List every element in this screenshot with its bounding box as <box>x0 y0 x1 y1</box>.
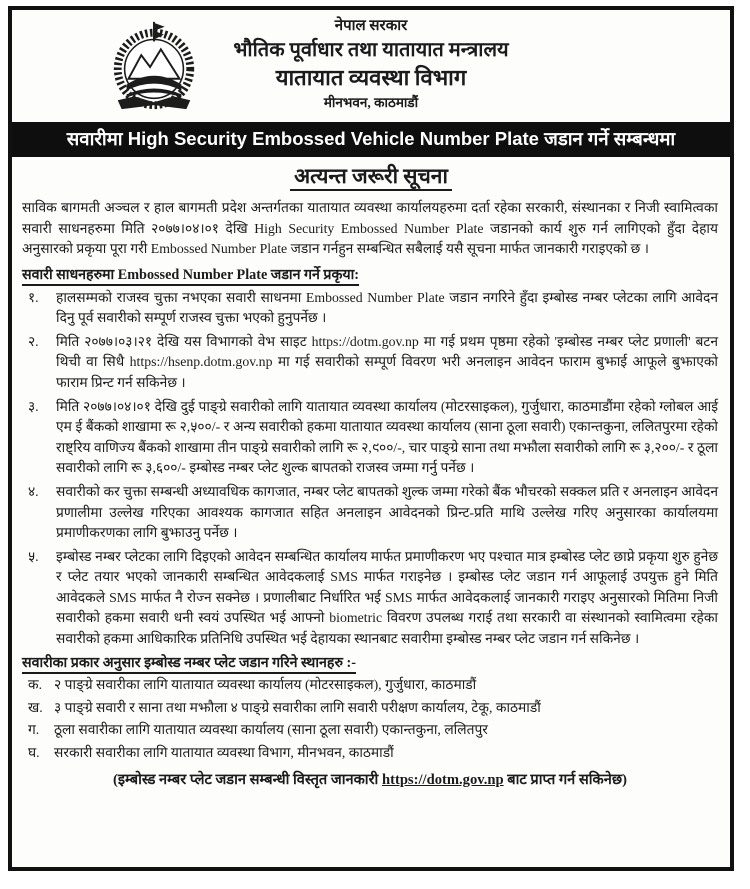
item-number: ३. <box>28 398 39 414</box>
item-letter: घ. <box>28 745 40 761</box>
item-number: ४. <box>28 483 39 499</box>
item-text: इम्बोस्ड नम्बर प्लेटका लागि दिइएको आवेदन सम्बन्धित कार्यालय मार्फत प्रमाणीकरण भए पश्चात मात्र इम्बोस्ड प्लेट छाप्ने प्रकृया शुरु हुनेछ र प्लेट तयार भएको जानकारी सम्बन्धित आवेदकलाई SMS मार्फत गराइनेछ । इम्बोस्ड प्लेट जडान गर्न आफूलाई उपयुक्त हुने मिति आवेदकले SMS मार्फत नै रोज्न सक्नेछ । प्रणालीबाट निर्धारित भई SMS मार्फत आवेदकलाई जानकारी गराइए अनुसारको मितिमा निजी सवारीको हकमा सवारी धनी स्वयं उपस्थित भई आफ्नो biometric विवरण उपलब्ध गराई तथा सरकारी वा संस्थानको स्वामित्वमा रहेका सवारीको हकमा आधिकारिक प्रतिनिधि उपस्थित भई देहायका स्थानबाट सवारीमा इम्बोस्ड नम्बर प्लेट जडान गर्न सकिनेछ । <box>56 548 718 647</box>
locations-heading: सवारीका प्रकार अनुसार इम्बोस्ड नम्बर प्लेट जडान गरिने स्थानहरु :- <box>22 653 718 674</box>
list-item <box>22 397 718 479</box>
item-number: ५. <box>28 548 39 564</box>
notice-body <box>12 194 730 790</box>
item-text: सरकारी सवारीका लागि यातायात व्यवस्था विभाग, मीनभवन, काठमाडौं <box>54 745 394 761</box>
list-item <box>22 743 718 764</box>
footer-info-line: (इम्बोस्ड नम्बर प्लेट जडान सम्बन्धी विस्तृत जानकारी https://dotm.gov.np बाट प्राप्त गर्न सकिनेछ) <box>113 771 627 788</box>
list-item <box>22 720 718 741</box>
procedure-heading: सवारी साधनहरुमा Embossed Number Plate जडान गर्ने प्रकृया: <box>22 265 718 286</box>
ministry-name: भौतिक पूर्वाधार तथा यातायात मन्त्रालय <box>233 38 509 61</box>
item-letter: ख. <box>28 699 43 715</box>
dotm-website-link[interactable]: https://dotm.gov.np <box>381 771 504 788</box>
item-letter: ग. <box>28 722 40 738</box>
hsenp-website-link[interactable]: https://hsenp.dotm.gov.np <box>129 354 273 370</box>
office-address: मीनभवन, काठमाडौं <box>323 95 419 111</box>
subject-banner: सवारीमा High Security Embossed Vehicle Number Plate जडान गर्ने सम्बन्धमा <box>12 122 730 157</box>
letterhead <box>12 10 730 122</box>
list-item <box>22 675 718 696</box>
list-item <box>22 332 718 394</box>
item-text: २ पाङ्ग्रे सवारीका लागि यातायात व्यवस्था कार्यालय (मोटरसाइकल), गुर्जुधारा, काठमाडौं <box>54 677 477 693</box>
item-number: १. <box>28 289 39 305</box>
item-text: मिति २०७७।०४।०१ देखि दुई पाङ्ग्रे सवारीको लागि यातायात व्यवस्था कार्यालय (मोटरसाइकल), गुर्जुधारा, काठमाडौंमा रहेको ग्लोबल आई एम ई बैंकको शाखामा रू २,५००/- र अन्य सवारीको हकमा यातायात व्यवस्था कार्यालय (साना ठूला सवारी) एकान्तकुना, ललितपुरमा रहेको राष्ट्रिय वाणिज्य बैंकको शाखामा तीन पाङ्ग्रे सवारीको लागि रू २,९००/-, चार पाङ्ग्रे साना तथा मझौला सवारीको लागि रू ३,२००/- र ठूला सवारीको लागि रू ३,६००/- इम्बोस्ड नम्बर प्लेट शुल्क बापतको राजस्व जम्मा गर्नु पर्नेछ । <box>56 398 718 476</box>
list-item <box>22 698 718 719</box>
item-letter: क. <box>28 677 43 693</box>
item-text: सवारीको कर चुक्ता सम्बन्धी अध्यावधिक कागजात, नम्बर प्लेट बापतको शुल्क जम्मा गरेको बैंक भौचरको सक्कल प्रति र अनलाइन आवेदन प्रणालीमा उल्लेख गरिएका आवश्यक कागजात सहित अनलाइन आवेदनको प्रिन्ट-प्रति माथि उल्लेख गरिए अनुसारका कार्यालयमा प्रमाणीकरणका लागि बुझाउनु पर्नेछ । <box>56 483 718 541</box>
item-number: २. <box>28 333 39 349</box>
list-item <box>22 547 718 650</box>
item-text: हालसम्मको राजस्व चुक्ता नभएका सवारी साधनमा Embossed Number Plate जडान नगरिने हुँदा इम्बोस्ड नम्बर प्लेटका लागि आवेदन दिनु पूर्व सवारीको सम्पूर्ण राजस्व चुक्ता भएको हुनुपर्नेछ । <box>56 289 718 326</box>
item-text: मिति २०७७।०३।२१ देखि यस विभागको वेभ साइट https://dotm.gov.np मा गई प्रथम पृष्ठमा रहेको 'इम्बोस्ड नम्बर प्लेट प्रणाली' बटन थिची वा सिधै https://hsenp.dotm.gov.np मा गई सवारीको सम्पूर्ण विवरण भरी अनलाइन आवेदन फाराम बुझाई आफूले बुझाएको फाराम प्रिन्ट गर्न सकिनेछ । <box>56 333 719 390</box>
intro-paragraph: साविक बागमती अञ्चल र हाल बागमती प्रदेश अन्तर्गतका यातायात व्यवस्था कार्यालयहरुमा दर्ता रहेका सरकारी, संस्थानका र निजी स्वामित्वका सवारी साधनहरुमा मिति २०७७।०४।०१ देखि High Security Embossed Number Plate जडानको कार्य शुरु गर्न लागिएको हुँदा देहाय अनुसारको प्रकृया पूरा गरी Embossed Number Plate जडान गर्नहुन सम्बन्धित सबैलाई यसै सूचना मार्फत जानकारी गराइएको छ । <box>22 200 718 257</box>
list-item <box>22 288 718 329</box>
dotm-website-link[interactable]: https://dotm.gov.np <box>311 333 419 349</box>
notice-document <box>8 6 734 871</box>
department-name: यातायात व्यवस्था विभाग <box>275 65 467 91</box>
government-name: नेपाल सरकार <box>334 18 408 34</box>
item-text: ठूला सवारीका लागि यातायात व्यवस्था कार्यालय (साना ठूला सवारी) एकान्तकुना, ललितपुर <box>54 722 488 738</box>
nepal-government-emblem-icon <box>104 16 204 114</box>
list-item <box>22 482 718 544</box>
item-text: ३ पाङ्ग्रे सवारी र साना तथा मझौला ४ पाङ्ग्रे सवारीका लागि सवारी परीक्षण कार्यालय, टेकू, काठमाडौं <box>54 699 541 715</box>
notice-title: अत्यन्त जरूरी सूचना <box>12 162 730 190</box>
